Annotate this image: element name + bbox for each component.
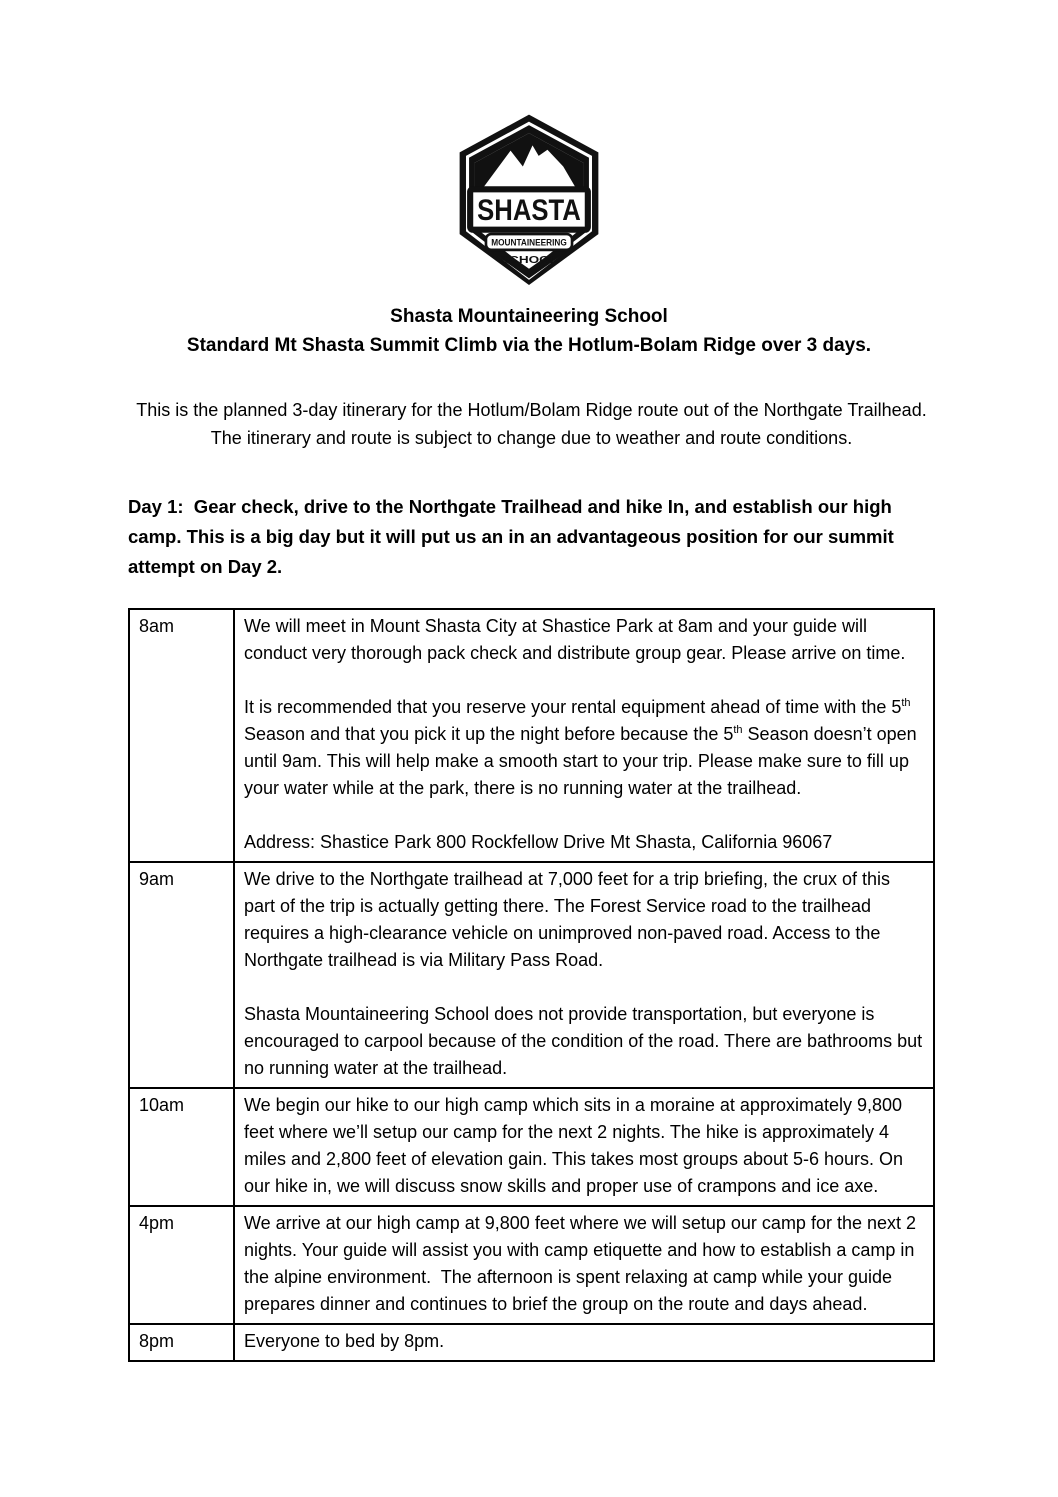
document-content (128, 396, 935, 1362)
logo-mountaineering-text: MOUNTAINEERING (491, 237, 567, 248)
intro-paragraph: This is the planned 3-day itinerary for the Hotlum/Bolam Ridge route out of the Northgate Trailhead. The itinerary and route is subject to change due to weather and route conditions. (136, 400, 927, 448)
description-cell (234, 609, 934, 862)
itinerary-table-body (129, 609, 934, 1361)
table-row (129, 1206, 934, 1324)
paragraph: It is recommended that you reserve your rental equipment ahead of time with the 5th Season and that you pick it up the night before because the 5th Season doesn’t open until 9am. This will help make a smooth start to your trip. Please make sure to fill up your water while at the park, there is no running water at the trailhead. (244, 697, 922, 798)
paragraph: Everyone to bed by 8pm. (244, 1331, 445, 1351)
paragraph: We drive to the Northgate trailhead at 7,000 feet for a trip briefing, the crux of this part of the trip is actually getting there. The Forest Service road to the trailhead requires a high-clearance vehicle on unimproved non-paved road. Access to the Northgate trailhead is via Military Pass Road. (244, 869, 896, 970)
paragraph: We will meet in Mount Shasta City at Shastice Park at 8am and your guide will conduct very thorough pack check and distribute group gear. Please arrive on time. (244, 616, 906, 663)
page-subtitle: Standard Mt Shasta Summit Climb via the Hotlum-Bolam Ridge over 3 days. (186, 335, 872, 356)
table-row (129, 862, 934, 1088)
paragraph: We begin our hike to our high camp which sits in a moraine at approximately 9,800 feet where we’ll setup our camp for the next 2 nights. The hike is approximately 4 miles and 2,800 feet of elevation gain. This takes most groups about 5-6 hours. On our hike in, we will discuss snow skills and proper use of crampons and ice axe. (244, 1095, 909, 1196)
time-cell: 8pm (129, 1324, 234, 1361)
logo-school-text: SCHOOL (500, 254, 559, 267)
logo-shasta-text: SHASTA (477, 194, 581, 228)
shasta-badge-icon (441, 112, 617, 285)
description-cell (234, 1088, 934, 1206)
day1-heading: Day 1: Gear check, drive to the Northgate Trailhead and hike In, and establish our high camp. This is a big day but it will put us an in an advantageous position for our summit attempt on Day 2. (128, 496, 899, 577)
table-row (129, 609, 934, 862)
description-cell (234, 1206, 934, 1324)
description-cell (234, 1324, 934, 1361)
time-cell: 9am (129, 862, 234, 1088)
table-row (129, 1088, 934, 1206)
table-row (129, 1324, 934, 1361)
description-cell (234, 862, 934, 1088)
time-cell: 4pm (129, 1206, 234, 1324)
time-cell: 10am (129, 1088, 234, 1206)
logo (0, 0, 1058, 290)
time-cell: 8am (129, 609, 234, 862)
itinerary-table (128, 608, 935, 1362)
paragraph: Shasta Mountaineering School does not provide transportation, but everyone is encouraged to carpool because of the condition of the road. There are bathrooms but no running water at the trailhead. (244, 1004, 928, 1078)
paragraph: Address: Shastice Park 800 Rockfellow Drive Mt Shasta, California 96067 (244, 832, 833, 852)
paragraph: We arrive at our high camp at 9,800 feet where we will setup our camp for the next 2 nights. Your guide will assist you with camp etiquette and how to establish a camp in the alpine environment. The afternoon is spent relaxing at camp while your guide prepares dinner and continues to brief the group on the route and days ahead. (244, 1213, 922, 1314)
page-title: Shasta Mountaineering School (390, 306, 668, 327)
